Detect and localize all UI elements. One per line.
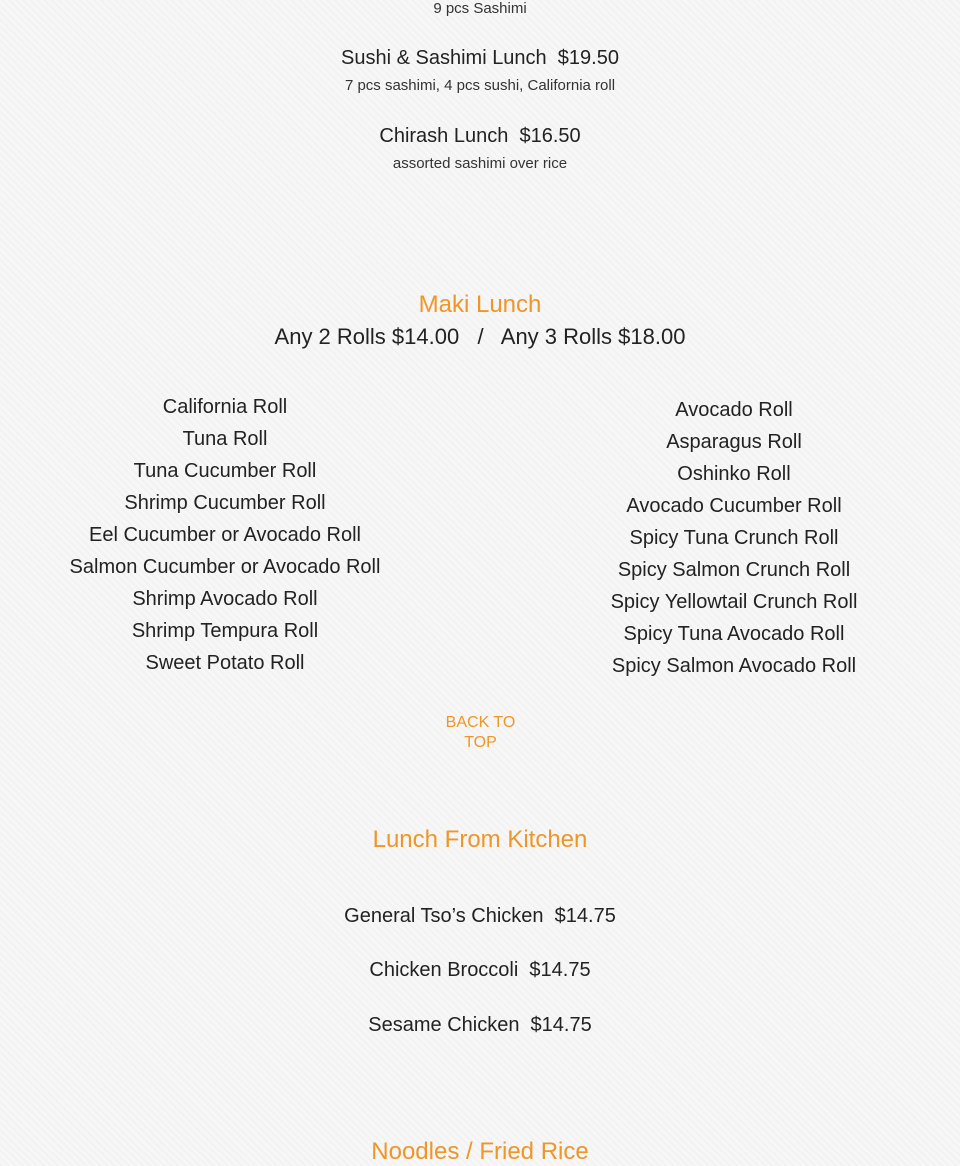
lunch-item-title: Sushi & Sashimi Lunch $19.50 <box>341 47 619 69</box>
maki-lunch-heading: Maki Lunch <box>418 291 542 318</box>
list-item: Shrimp Cucumber Roll <box>124 492 326 514</box>
lunch-from-kitchen-heading: Lunch From Kitchen <box>372 826 588 853</box>
back-to-top-link[interactable] <box>430 713 531 753</box>
list-item: Spicy Yellowtail Crunch Roll <box>610 591 858 613</box>
list-item: Shrimp Tempura Roll <box>131 620 319 642</box>
lunch-item-description: 7 pcs sashimi, 4 pcs sushi, California roll <box>344 77 616 94</box>
kitchen-item: Sesame Chicken $14.75 <box>368 1014 592 1036</box>
lunch-item-title: Chirash Lunch $16.50 <box>379 125 581 147</box>
list-item: Shrimp Avocado Roll <box>132 588 318 610</box>
maki-rolls-right-list <box>508 394 960 682</box>
list-item: California Roll <box>162 396 288 418</box>
kitchen-item: Chicken Broccoli $14.75 <box>369 959 591 981</box>
sashimi-lunch-description: 9 pcs Sashimi <box>433 0 527 17</box>
list-item: Sweet Potato Roll <box>145 652 305 674</box>
list-item: Spicy Salmon Avocado Roll <box>611 655 857 677</box>
kitchen-item: General Tso’s Chicken $14.75 <box>344 905 616 927</box>
maki-lunch-pricing: Any 2 Rolls $14.00 / Any 3 Rolls $18.00 <box>274 324 686 349</box>
list-item: Oshinko Roll <box>677 463 791 485</box>
list-item: Spicy Tuna Avocado Roll <box>623 623 845 645</box>
back-to-top-label-line2: TOP <box>464 734 497 751</box>
list-item: Salmon Cucumber or Avocado Roll <box>69 556 381 578</box>
list-item: Avocado Roll <box>675 399 793 421</box>
list-item: Asparagus Roll <box>666 431 802 453</box>
lunch-item-description: assorted sashimi over rice <box>392 155 568 172</box>
list-item: Spicy Salmon Crunch Roll <box>617 559 851 581</box>
list-item: Spicy Tuna Crunch Roll <box>629 527 839 549</box>
maki-rolls-left-list <box>0 391 450 679</box>
back-to-top-label-line1: BACK TO <box>445 714 516 731</box>
list-item: Eel Cucumber or Avocado Roll <box>89 524 361 546</box>
list-item: Avocado Cucumber Roll <box>626 495 842 517</box>
list-item: Tuna Roll <box>182 428 268 450</box>
list-item: Tuna Cucumber Roll <box>133 460 317 482</box>
noodles-fried-rice-heading: Noodles / Fried Rice <box>371 1138 589 1165</box>
